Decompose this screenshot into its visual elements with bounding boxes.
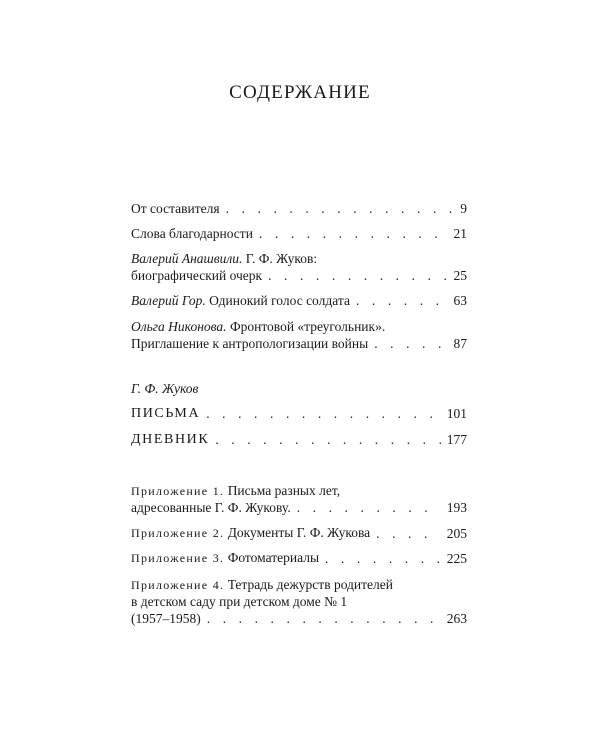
entry-title: ДНЕВНИК [131, 432, 210, 447]
leader-dots [206, 405, 441, 422]
leader-dots [374, 335, 447, 352]
entry-title: Фронтовой «треугольник». [229, 319, 386, 334]
leader-dots [207, 610, 441, 627]
leader-dots [215, 431, 440, 448]
entry-page: 205 [446, 526, 467, 541]
appendix-label: Приложение 3. [131, 551, 225, 565]
entry-author: Валерий Анашвили. [131, 251, 243, 266]
entry-title: От составителя [131, 201, 220, 216]
entry-title: Г. Ф. Жуков: [245, 251, 318, 266]
leader-dots [226, 200, 455, 217]
entry-page: 9 [460, 201, 467, 216]
entry-title-cont: Приглашение к антропологизации войны [131, 336, 369, 351]
leader-dots [259, 225, 448, 242]
toc-entry[interactable] [131, 576, 467, 627]
toc-entry[interactable] [131, 482, 467, 516]
entry-page: 225 [446, 551, 467, 566]
toc-entry[interactable] [131, 550, 467, 567]
entry-title: Документы Г. Ф. Жукова [227, 525, 371, 540]
entry-page: 63 [453, 293, 467, 308]
entry-title-cont: в детском саду при детском доме № 1 [131, 594, 348, 609]
entry-page: 25 [453, 268, 467, 283]
section-author: Г. Ф. Жуков [131, 381, 199, 396]
leader-dots [356, 292, 448, 309]
entry-title: Слова благодарности [131, 226, 253, 241]
entry-page: 177 [446, 432, 467, 447]
entry-author: Ольга Никонова. [131, 319, 227, 334]
appendix-label: Приложение 4. [131, 578, 225, 592]
entry-title-cont: (1957–1958) [131, 611, 201, 626]
entry-title-cont: адресованные Г. Ф. Жукову. [131, 500, 291, 515]
page-title: СОДЕРЖАНИЕ [229, 82, 371, 103]
leader-dots [297, 499, 441, 516]
entry-title: Одинокий голос солдата [209, 293, 350, 308]
entry-title-cont: биографический очерк [131, 268, 263, 283]
appendix-label: Приложение 2. [131, 526, 225, 540]
entry-page: 101 [446, 406, 467, 421]
toc-entry[interactable] [131, 225, 467, 242]
entry-page: 263 [446, 611, 467, 626]
entry-page: 87 [453, 336, 467, 351]
toc-entry[interactable] [131, 250, 467, 284]
appendix-label: Приложение 1. [131, 484, 225, 498]
entry-title: Письма разных лет, [227, 483, 341, 498]
toc-entry[interactable] [131, 525, 467, 542]
leader-dots [268, 267, 447, 284]
entry-author: Валерий Гор. [131, 293, 206, 308]
toc-entry[interactable] [131, 431, 467, 448]
entry-title: ПИСЬМА [131, 406, 201, 421]
leader-dots [376, 525, 441, 542]
entry-page: 193 [446, 500, 467, 515]
entry-page: 21 [453, 226, 467, 241]
toc-entry[interactable] [131, 200, 467, 217]
entry-title: Фотоматериалы [227, 550, 320, 565]
toc-entry[interactable] [131, 405, 467, 422]
toc-entry[interactable] [131, 318, 467, 352]
leader-dots [325, 550, 441, 567]
entry-title: Тетрадь дежурств родителей [227, 577, 393, 592]
toc-entry[interactable] [131, 292, 467, 309]
